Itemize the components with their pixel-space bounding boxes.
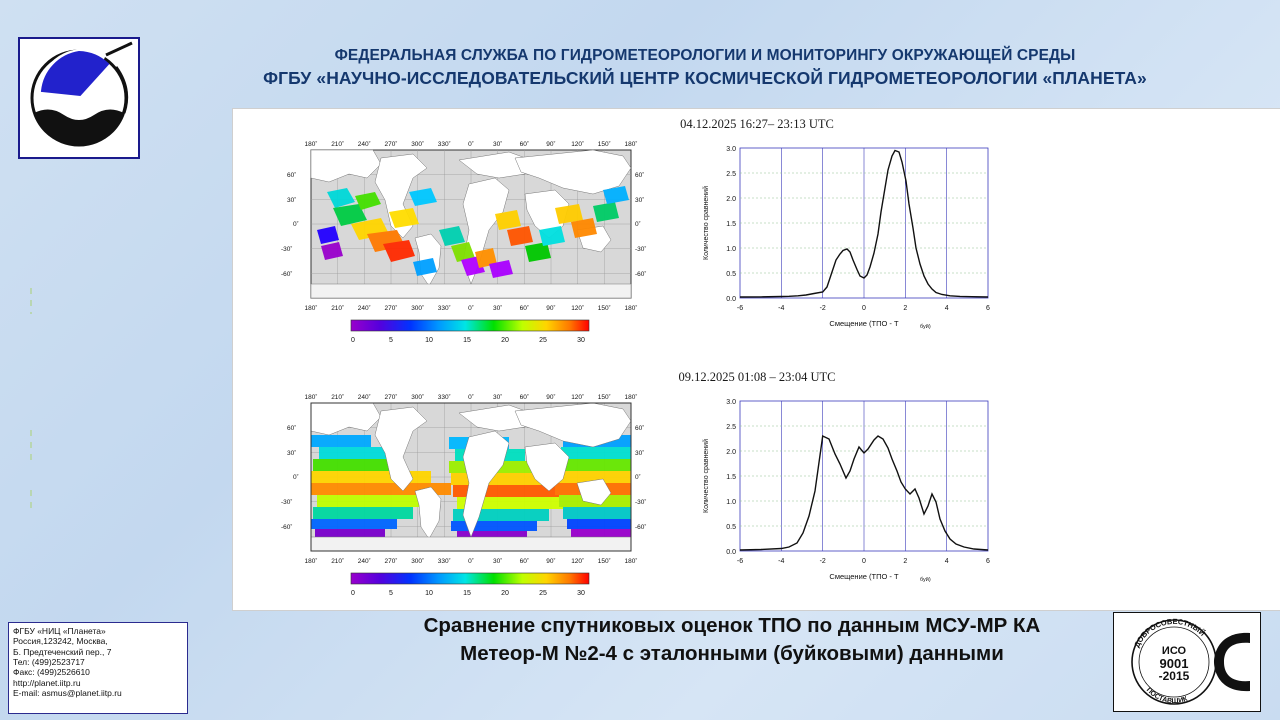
address-phone: Тел: (499)2523717: [13, 657, 85, 668]
slide-caption: [232, 612, 1232, 667]
svg-text:5: 5: [389, 590, 393, 597]
svg-text:240˚: 240˚: [357, 394, 371, 401]
svg-text:240˚: 240˚: [357, 305, 371, 312]
svg-text:180˚: 180˚: [624, 141, 638, 148]
svg-text:330˚: 330˚: [437, 305, 451, 312]
svg-text:-30˚: -30˚: [281, 499, 293, 506]
svg-text:0˚: 0˚: [468, 394, 474, 401]
svg-text:150˚: 150˚: [597, 305, 611, 312]
svg-text:60˚: 60˚: [519, 305, 530, 312]
svg-text:25: 25: [539, 337, 547, 344]
svg-text:1.0: 1.0: [726, 499, 736, 506]
caption-line-1: Сравнение спутниковых оценок ТПО по данным МСУ-МР КА: [423, 614, 1041, 637]
svg-text:60˚: 60˚: [519, 141, 530, 148]
hist-xlabel-1: Смещение (ТПО - T: [829, 319, 899, 328]
svg-text:-60˚: -60˚: [635, 524, 647, 531]
address-email[interactable]: E-mail: asmus@planet.iitp.ru: [13, 688, 122, 699]
svg-text:-30˚: -30˚: [635, 246, 647, 253]
svg-text:210˚: 210˚: [331, 305, 345, 312]
address-block: [8, 622, 188, 714]
svg-text:0˚: 0˚: [468, 141, 474, 148]
panel-title-1: 04.12.2025 16:27– 23:13 UTC: [680, 117, 834, 131]
svg-text:-30˚: -30˚: [281, 246, 293, 253]
svg-text:20: 20: [501, 337, 509, 344]
svg-text:30˚: 30˚: [287, 197, 297, 204]
svg-text:0˚: 0˚: [468, 558, 474, 565]
svg-text:270˚: 270˚: [384, 305, 398, 312]
svg-text:ИСО: ИСО: [1161, 645, 1187, 657]
svg-text:90˚: 90˚: [546, 141, 556, 148]
svg-text:180˚: 180˚: [304, 305, 318, 312]
svg-text:10: 10: [425, 590, 433, 597]
svg-text:30˚: 30˚: [492, 141, 503, 148]
svg-text:300˚: 300˚: [411, 558, 425, 565]
svg-text:1.5: 1.5: [726, 474, 736, 481]
colorbar-2: [351, 573, 589, 597]
svg-text:30: 30: [577, 590, 585, 597]
iso-seal-icon: [1114, 613, 1260, 711]
address-line-3: Б. Предтеченский пер., 7: [13, 646, 112, 657]
svg-text:0˚: 0˚: [635, 474, 641, 481]
svg-text:120˚: 120˚: [571, 141, 585, 148]
svg-text:-4: -4: [778, 558, 785, 565]
svg-text:0˚: 0˚: [635, 221, 641, 228]
svg-text:60˚: 60˚: [287, 425, 297, 432]
svg-text:300˚: 300˚: [411, 141, 425, 148]
svg-text:30˚: 30˚: [492, 558, 503, 565]
svg-text:ДОБРОСОВЕСТНЫЙ: ДОБРОСОВЕСТНЫЙ: [1132, 616, 1207, 649]
svg-text:240˚: 240˚: [357, 558, 371, 565]
svg-text:2.5: 2.5: [726, 424, 736, 431]
svg-text:90˚: 90˚: [546, 305, 556, 312]
planeta-logo: [18, 37, 140, 159]
svg-text:330˚: 330˚: [437, 141, 451, 148]
histogram-2: [688, 389, 1018, 611]
svg-text:270˚: 270˚: [384, 141, 398, 148]
svg-text:1.0: 1.0: [726, 246, 736, 253]
svg-text:3.0: 3.0: [726, 399, 736, 406]
svg-text:5: 5: [389, 337, 393, 344]
svg-text:15: 15: [463, 590, 471, 597]
svg-text:180˚: 180˚: [304, 394, 318, 401]
svg-text:6: 6: [986, 305, 990, 312]
svg-text:180˚: 180˚: [624, 394, 638, 401]
svg-text:300˚: 300˚: [411, 305, 425, 312]
svg-text:буй): буй): [920, 324, 931, 330]
svg-text:-6: -6: [736, 305, 744, 312]
svg-text:буй): буй): [920, 577, 931, 583]
address-line-2: Россия,123242, Москва,: [13, 636, 108, 647]
svg-text:0.5: 0.5: [726, 271, 736, 278]
svg-text:0.5: 0.5: [726, 524, 736, 531]
svg-text:30˚: 30˚: [287, 450, 297, 457]
decorative-dash-3: [30, 490, 32, 510]
svg-text:210˚: 210˚: [331, 141, 345, 148]
org-line-2: ФГБУ «НАУЧНО-ИССЛЕДОВАТЕЛЬСКИЙ ЦЕНТР КОСМИЧЕСКОЙ ГИДРОМЕТЕОРОЛОГИИ «ПЛАНЕТА»: [263, 67, 1147, 88]
svg-text:2: 2: [903, 558, 908, 565]
organization-title: [150, 46, 1260, 91]
hist-ylabel-2: Количество сравнений: [703, 439, 710, 513]
svg-text:150˚: 150˚: [597, 141, 611, 148]
svg-text:25: 25: [539, 590, 547, 597]
svg-text:3.0: 3.0: [726, 146, 736, 153]
svg-text:180˚: 180˚: [624, 558, 638, 565]
svg-text:0: 0: [351, 590, 355, 597]
svg-text:270˚: 270˚: [384, 394, 398, 401]
svg-text:60˚: 60˚: [519, 558, 530, 565]
svg-text:ПОСТАВЩИК: ПОСТАВЩИК: [1144, 686, 1189, 706]
address-website[interactable]: http://planet.iitp.ru: [13, 677, 81, 688]
address-fax: Факс: (499)2526610: [13, 667, 90, 678]
svg-text:0˚: 0˚: [293, 221, 299, 228]
svg-text:90˚: 90˚: [546, 558, 556, 565]
hist-ylabel-1: Количество сравнений: [703, 186, 710, 260]
svg-text:0˚: 0˚: [468, 305, 474, 312]
planeta-logo-icon: [20, 39, 138, 157]
svg-text:0.0: 0.0: [726, 549, 736, 556]
svg-text:-4: -4: [778, 305, 785, 312]
svg-text:330˚: 330˚: [437, 394, 451, 401]
svg-text:2.0: 2.0: [726, 449, 736, 456]
decorative-dash-1: [30, 288, 32, 314]
svg-text:330˚: 330˚: [437, 558, 451, 565]
page-header: [0, 0, 1280, 120]
decorative-dash-2: [30, 430, 32, 460]
caption-line-2: Метеор-М №2-4 с эталонными (буйковыми) данными: [460, 641, 1004, 665]
svg-text:-60˚: -60˚: [281, 524, 293, 531]
svg-text:0˚: 0˚: [293, 474, 299, 481]
svg-text:10: 10: [425, 337, 433, 344]
svg-text:90˚: 90˚: [546, 394, 556, 401]
svg-text:-30˚: -30˚: [635, 499, 647, 506]
address-line-1: ФГБУ «НИЦ «Планета»: [13, 626, 106, 636]
figure-panel: [232, 108, 1280, 611]
svg-text:0: 0: [862, 558, 866, 565]
svg-text:30˚: 30˚: [635, 197, 645, 204]
svg-text:4: 4: [944, 305, 949, 312]
svg-text:-6: -6: [736, 558, 744, 565]
svg-text:9001: 9001: [1159, 656, 1189, 671]
svg-text:-2: -2: [819, 305, 826, 312]
svg-text:20: 20: [501, 590, 509, 597]
svg-text:120˚: 120˚: [571, 558, 585, 565]
svg-text:180˚: 180˚: [624, 305, 638, 312]
svg-text:120˚: 120˚: [571, 305, 585, 312]
svg-text:30: 30: [577, 337, 585, 344]
svg-text:4: 4: [944, 558, 949, 565]
svg-text:120˚: 120˚: [571, 394, 585, 401]
svg-text:180˚: 180˚: [304, 141, 318, 148]
svg-text:60˚: 60˚: [635, 425, 645, 432]
svg-text:300˚: 300˚: [411, 394, 425, 401]
sst-map-2: [263, 387, 683, 615]
svg-text:0.0: 0.0: [726, 296, 736, 303]
hist-xlabel-2: Смещение (ТПО - T: [829, 572, 899, 581]
svg-text:15: 15: [463, 337, 471, 344]
svg-text:1.5: 1.5: [726, 221, 736, 228]
svg-text:-2015: -2015: [1158, 669, 1190, 683]
colorbar-1: [351, 320, 589, 344]
figure-row-1: [233, 132, 1280, 368]
svg-text:30˚: 30˚: [635, 450, 645, 457]
svg-text:60˚: 60˚: [519, 394, 530, 401]
svg-text:-2: -2: [819, 558, 826, 565]
svg-text:2: 2: [903, 305, 908, 312]
svg-text:0: 0: [351, 337, 355, 344]
sst-map-1: [263, 134, 683, 362]
svg-text:240˚: 240˚: [357, 141, 371, 148]
svg-text:60˚: 60˚: [635, 172, 645, 179]
svg-text:2.0: 2.0: [726, 196, 736, 203]
svg-text:210˚: 210˚: [331, 394, 345, 401]
svg-text:270˚: 270˚: [384, 558, 398, 565]
svg-text:0: 0: [862, 305, 866, 312]
figure-row-2: [233, 385, 1280, 621]
panel-title-2: 09.12.2025 01:08 – 23:04 UTC: [678, 370, 836, 384]
svg-text:60˚: 60˚: [287, 172, 297, 179]
svg-text:-60˚: -60˚: [281, 271, 293, 278]
iso-certificate-stamp: [1113, 612, 1261, 712]
svg-text:30˚: 30˚: [492, 394, 503, 401]
svg-text:2.5: 2.5: [726, 171, 736, 178]
svg-text:-60˚: -60˚: [635, 271, 647, 278]
svg-text:6: 6: [986, 558, 990, 565]
svg-text:30˚: 30˚: [492, 305, 503, 312]
svg-text:180˚: 180˚: [304, 558, 318, 565]
svg-text:210˚: 210˚: [331, 558, 345, 565]
svg-text:150˚: 150˚: [597, 558, 611, 565]
svg-text:150˚: 150˚: [597, 394, 611, 401]
org-line-1: ФЕДЕРАЛЬНАЯ СЛУЖБА ПО ГИДРОМЕТЕОРОЛОГИИ И МОНИТОРИНГУ ОКРУЖАЮЩЕЙ СРЕДЫ: [334, 47, 1076, 64]
histogram-1: [688, 136, 1018, 358]
